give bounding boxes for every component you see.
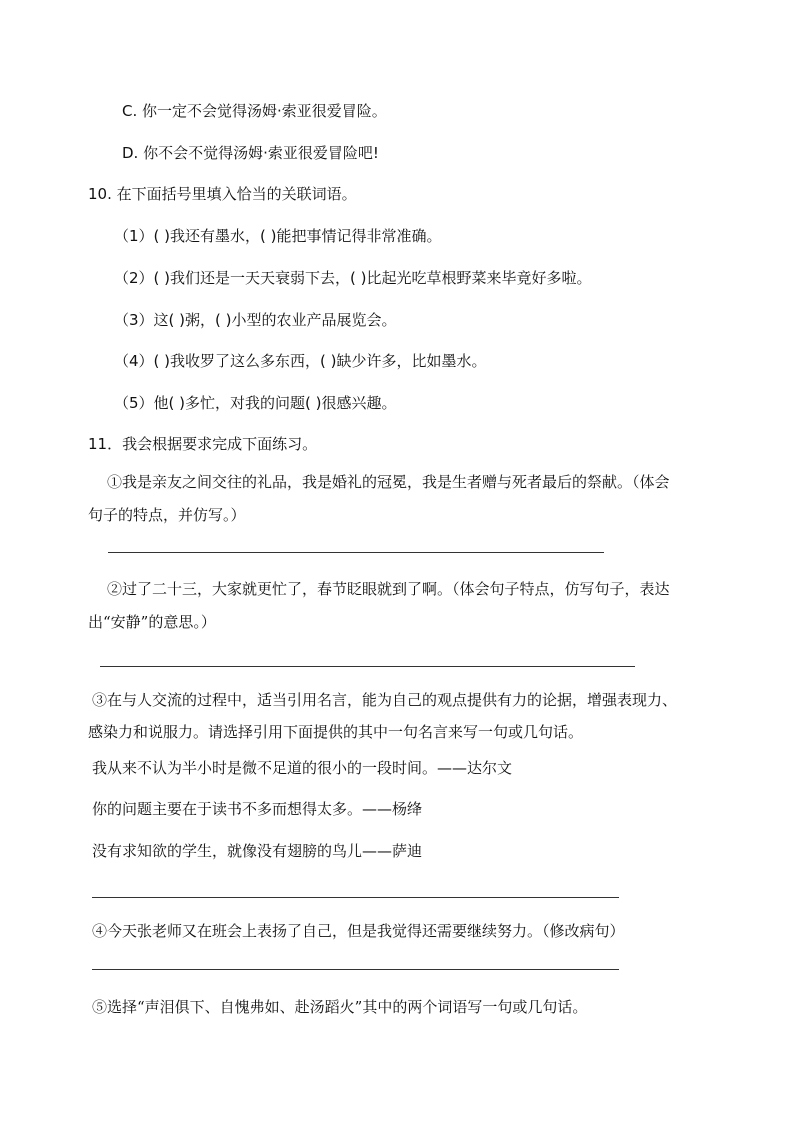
q11-part1-line2: 句子的特点，并仿写。） xyxy=(88,506,246,524)
q11-part4: ④今天张老师又在班会上表扬了自己，但是我觉得还需要继续努力。（修改病句） xyxy=(92,922,625,940)
quote-1: 我从来不认为半小时是微不足道的很小的一段时间。——达尔文 xyxy=(92,759,513,777)
quote-3: 没有求知欲的学生，就像没有翅膀的鸟儿——萨迪 xyxy=(92,842,423,860)
q9-option-d: D. 你不会不觉得汤姆·索亚很爱冒险吧! xyxy=(122,144,379,162)
q11-part1-line1: ①我是亲友之间交往的礼品，我是婚礼的冠冕，我是生者赠与死者最后的祭献。（体会 xyxy=(107,473,670,491)
answer-line-4[interactable] xyxy=(92,969,619,970)
q9-option-c: C. 你一定不会觉得汤姆·索亚很爱冒险。 xyxy=(122,102,387,120)
q10-item-2: （2）( )我们还是一天天衰弱下去，( )比起光吃草根野菜来毕竟好多啦。 xyxy=(114,269,592,287)
q10-item-1: （1）( )我还有墨水，( )能把事情记得非常准确。 xyxy=(114,227,442,245)
q11-part2-line2: 出“安静”的意思。） xyxy=(88,613,216,631)
answer-line-3[interactable] xyxy=(92,897,619,898)
q11-title: 11．我会根据要求完成下面练习。 xyxy=(88,435,318,453)
q10-title: 10. 在下面括号里填入恰当的关联词语。 xyxy=(88,185,357,203)
q10-item-4: （4）( )我收罗了这么多东西，( )缺少许多，比如墨水。 xyxy=(114,352,487,370)
q11-part3-line1: ③在与人交流的过程中，适当引用名言，能为自己的观点提供有力的论据，增强表现力、 xyxy=(92,691,678,709)
answer-line-2[interactable] xyxy=(100,666,635,667)
q11-part3-line2: 感染力和说服力。请选择引用下面提供的其中一句名言来写一句或几句话。 xyxy=(88,723,584,741)
q10-item-5: （5）他( )多忙，对我的问题( )很感兴趣。 xyxy=(114,394,397,412)
quote-2: 你的问题主要在于读书不多而想得太多。——杨绛 xyxy=(92,800,423,818)
q10-item-3: （3）这( )粥，( )小型的农业产品展览会。 xyxy=(114,311,397,329)
q11-part2-line1: ②过了二十三，大家就更忙了，春节眨眼就到了啊。（体会句子特点，仿写句子，表达 xyxy=(107,580,670,598)
q11-part5: ⑤选择“声泪俱下、自愧弗如、赴汤蹈火”其中的两个词语写一句或几句话。 xyxy=(92,998,588,1016)
answer-line-1[interactable] xyxy=(108,552,604,553)
